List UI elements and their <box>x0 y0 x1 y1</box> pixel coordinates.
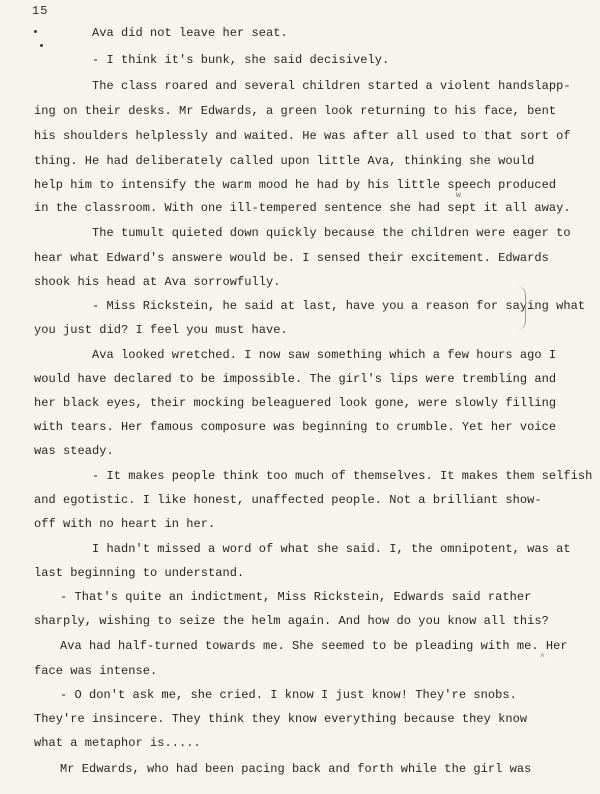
text-line: They're insincere. They think they know everything because they know <box>34 712 528 726</box>
text-line: her black eyes, their mocking beleaguered look gone, were slowly filling <box>34 396 557 410</box>
text-line: - Miss Rickstein, he said at last, have you a reason for saying what <box>92 299 586 313</box>
text-line: The class roared and several children started a violent handslapp- <box>92 79 571 93</box>
text-line: with tears. Her famous composure was beginning to crumble. Yet her voice <box>34 420 557 434</box>
insertion-mark: w <box>456 191 461 200</box>
caret-mark: ^ <box>540 653 545 662</box>
pencil-bracket-mark <box>517 286 526 330</box>
text-line: Mr Edwards, who had been pacing back and forth while the girl was <box>60 762 532 776</box>
text-line: The tumult quieted down quickly because the children were eager to <box>92 226 571 240</box>
text-line: you just did? I feel you must have. <box>34 323 288 337</box>
text-line: was steady. <box>34 444 114 458</box>
text-line: his shoulders helplessly and waited. He was after all used to that sort of <box>34 129 571 143</box>
text-line: thing. He had deliberately called upon little Ava, thinking she would <box>34 154 535 168</box>
margin-dot <box>40 44 43 47</box>
text-line: help him to intensify the warm mood he had by his little speech produced <box>34 178 557 192</box>
text-line: - It makes people think too much of themselves. It makes them selfish <box>92 469 593 483</box>
text-line: shook his head at Ava sorrowfully. <box>34 275 281 289</box>
text-line: - O don't ask me, she cried. I know I just know! They're snobs. <box>60 688 517 702</box>
text-line: off with no heart in her. <box>34 517 216 531</box>
text-line: hear what Edward's answere would be. I sensed their excitement. Edwards <box>34 251 549 265</box>
text-line: in the classroom. With one ill-tempered sentence she had sept it all away. <box>34 201 571 215</box>
text-line: Ava had half-turned towards me. She seemed to be pleading with me. Her <box>60 639 568 653</box>
page-number: 15 <box>32 4 49 18</box>
text-line: Ava did not leave her seat. <box>92 26 288 40</box>
text-line: would have declared to be impossible. The girl's lips were trembling and <box>34 372 557 386</box>
margin-dot <box>34 30 37 33</box>
text-line: sharply, wishing to seize the helm again. And how do you know all this? <box>34 614 549 628</box>
text-line: I hadn't missed a word of what she said. I, the omnipotent, was at <box>92 542 571 556</box>
text-line: - I think it's bunk, she said decisively. <box>92 53 390 67</box>
text-line: and egotistic. I like honest, unaffected people. Not a brilliant show- <box>34 493 542 507</box>
text-line: ing on their desks. Mr Edwards, a green look returning to his face, bent <box>34 104 557 118</box>
text-line: face was intense. <box>34 664 158 678</box>
text-line: - That's quite an indictment, Miss Rickstein, Edwards said rather <box>60 590 532 604</box>
text-line: Ava looked wretched. I now saw something which a few hours ago I <box>92 348 557 362</box>
text-line: last beginning to understand. <box>34 566 245 580</box>
text-line: what a metaphor is..... <box>34 736 201 750</box>
